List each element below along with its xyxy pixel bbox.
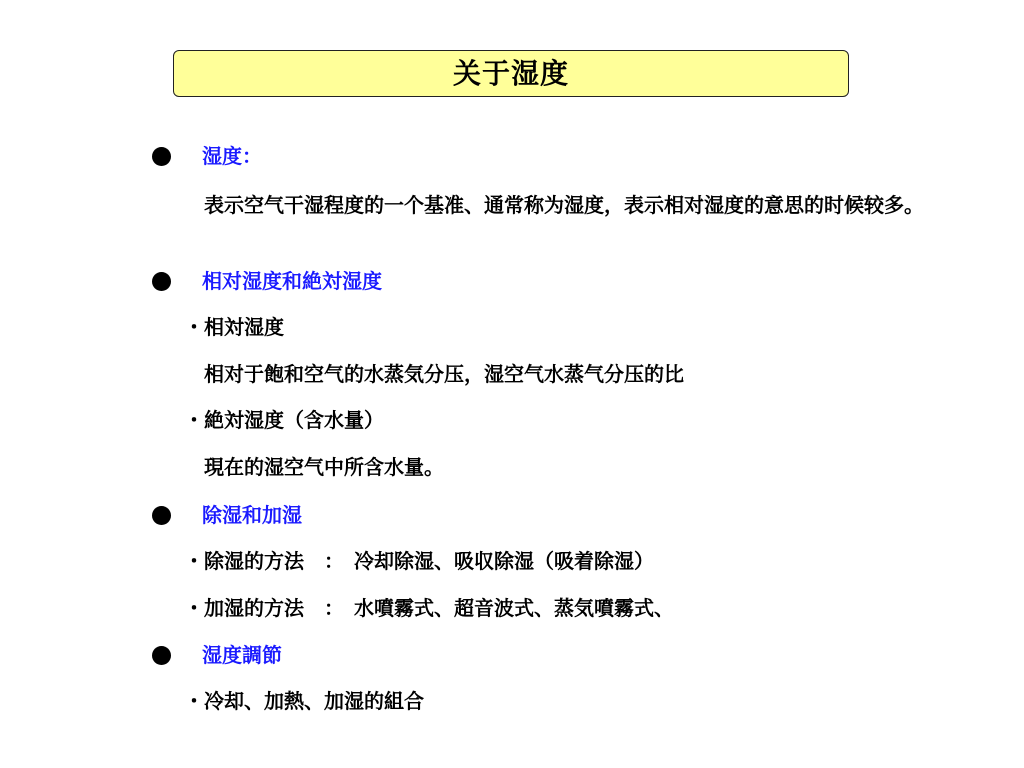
bullet-dot	[152, 272, 171, 291]
list-item-humidify-methods: ・加湿的方法 ： 水噴霧式、超音波式、蒸気噴霧式、	[184, 596, 674, 620]
list-item-humidity-control-combination: ・冷却、加熱、加湿的組合	[184, 689, 424, 713]
section-heading-humidity-control: 湿度調節	[202, 643, 282, 667]
list-item-relative-humidity: ・相対湿度	[184, 315, 284, 339]
section-heading-dehumidify-humidify: 除湿和加湿	[202, 503, 302, 527]
slide-title: 关于湿度	[173, 50, 849, 97]
section-heading-relative-absolute: 相对湿度和絶対湿度	[202, 269, 382, 293]
bullet-dot	[152, 646, 171, 665]
bullet-dot	[152, 147, 171, 166]
absolute-humidity-description: 現在的湿空气中所含水量。	[204, 455, 444, 479]
relative-humidity-description: 相对于飽和空气的水蒸気分压，湿空气水蒸气分压的比	[204, 362, 684, 386]
list-item-dehumidify-methods: ・除湿的方法 ： 冷却除湿、吸収除湿（吸着除湿）	[184, 549, 654, 573]
humidity-definition-paragraph: 表示空气干湿程度的一个基准、通常称为湿度，表示相对湿度的意思的时候较多。	[204, 193, 924, 217]
list-item-absolute-humidity: ・絶対湿度（含水量）	[184, 408, 384, 432]
section-heading-humidity: 湿度：	[202, 144, 262, 168]
bullet-dot	[152, 506, 171, 525]
